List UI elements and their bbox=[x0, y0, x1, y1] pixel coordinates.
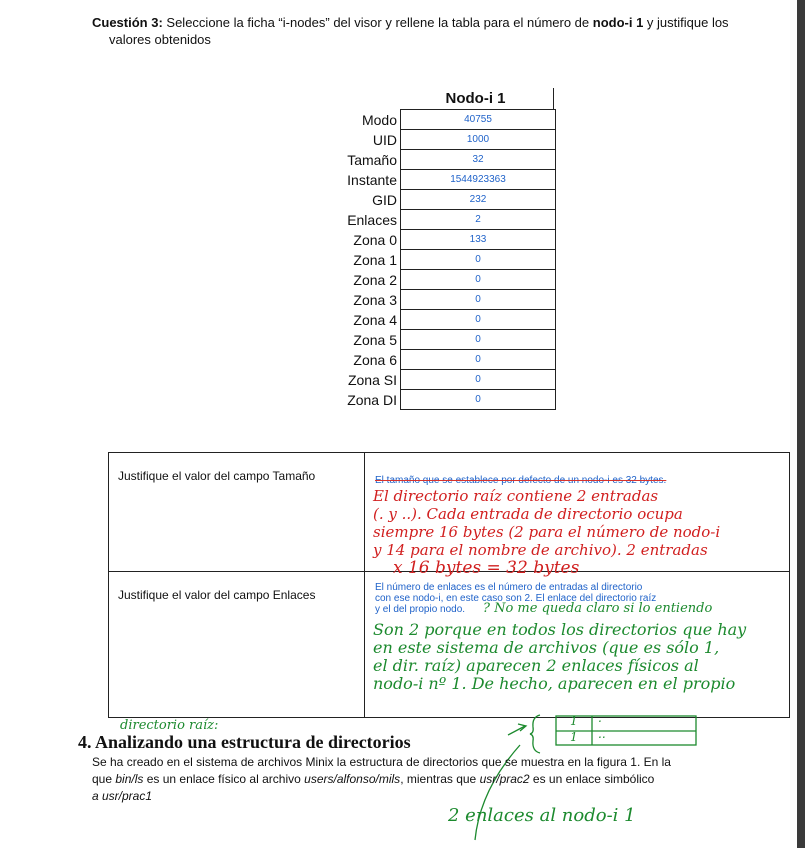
tamano-hand-line-2: (. y ..). Cada entrada de directorio ocupa bbox=[373, 505, 683, 523]
enlaces-hand-line-4: nodo-i nº 1. De hecho, aparecen en el propio bbox=[373, 674, 736, 693]
tamano-typed-answer: El tamaño que se establece por defecto de un nodo-i es 32 bytes. bbox=[375, 475, 667, 486]
question-text-3: valores obtenidos bbox=[109, 32, 211, 47]
enlaces-typed-line-3: y el del propio nodo. bbox=[375, 604, 466, 615]
sketch-row2-name: .. bbox=[598, 727, 606, 741]
question-node: nodo-i 1 bbox=[592, 15, 644, 30]
inode-field-label: Zona 3 bbox=[353, 291, 397, 308]
enlaces-typed-line-2: con ese nodo-i, en este caso son 2. El enlace del directorio raíz bbox=[375, 593, 657, 604]
sketch-brace bbox=[530, 715, 540, 753]
inode-field-value: 0 bbox=[401, 390, 556, 410]
enlaces-hand-line-3: el dir. raíz) aparecen 2 enlaces físicos al bbox=[373, 656, 699, 675]
inode-table-title: Nodo-i 1 bbox=[398, 88, 554, 109]
inode-field-label: Tamaño bbox=[347, 151, 397, 168]
inode-field-label: Instante bbox=[347, 171, 397, 188]
inode-field-value: 0 bbox=[401, 370, 556, 390]
inode-field-value: 0 bbox=[401, 270, 556, 290]
inode-field-label: Enlaces bbox=[347, 211, 397, 228]
question-text: Seleccione la ficha “i-nodes” del visor y rellene la tabla para el número de bbox=[162, 15, 593, 30]
inode-field-label: UID bbox=[372, 131, 397, 148]
inode-field-value: 133 bbox=[401, 230, 556, 250]
tamano-hand-line-1: El directorio raíz contiene 2 entradas bbox=[373, 487, 659, 505]
tamano-hand-line-5: x 16 bytes = 32 bytes bbox=[393, 558, 580, 578]
enlaces-hand-line-1: Son 2 porque en todos los directorios que hay bbox=[373, 620, 747, 639]
sketch-row2-num: 1 bbox=[570, 730, 578, 744]
section-paragraph bbox=[92, 754, 782, 805]
inode-field-label: GID bbox=[372, 191, 397, 208]
inode-field-value: 0 bbox=[401, 330, 556, 350]
para-text-g: es un enlace simbólico bbox=[529, 772, 655, 786]
enlaces-hand-inline: ? No me queda claro si lo entiendo bbox=[483, 601, 713, 616]
para-text-c: es un enlace físico al archivo bbox=[143, 772, 305, 786]
inode-field-value: 32 bbox=[401, 150, 556, 170]
question-label: Cuestión 3: bbox=[92, 15, 163, 30]
sketch-arrow bbox=[508, 726, 525, 735]
para-text-a: que bbox=[92, 772, 116, 786]
sketch-row1-num: 1 bbox=[570, 714, 578, 728]
inode-field-label: Zona 4 bbox=[353, 311, 397, 328]
inode-field-label: Zona 2 bbox=[353, 271, 397, 288]
inode-field-label: Zona 0 bbox=[353, 231, 397, 248]
sketch-note: 2 enlaces al nodo-i 1 bbox=[448, 805, 636, 826]
inode-field-value: 232 bbox=[401, 190, 556, 210]
path-bin-ls: bin/ls bbox=[115, 772, 144, 786]
inode-field-value: 1000 bbox=[401, 130, 556, 150]
inode-field-label: Zona SI bbox=[347, 371, 397, 388]
inode-field-label: Modo bbox=[361, 111, 397, 128]
question-text-2: y justifique los bbox=[643, 15, 729, 30]
enlaces-typed-line-1: El número de enlaces es el número de entradas al directorio bbox=[375, 582, 643, 593]
path-usr-prac2: usr/prac2 bbox=[479, 772, 530, 786]
enlaces-hand-line-2: en este sistema de archivos (que es sólo 1, bbox=[373, 638, 720, 657]
enlaces-hand-line-5: directorio raíz: bbox=[120, 718, 219, 733]
justify-enlaces-question: Justifique el valor del campo Enlaces bbox=[109, 572, 365, 718]
justify-tamano-question: Justifique el valor del campo Tamaño bbox=[109, 453, 365, 572]
sketch-row1-name: . bbox=[598, 711, 602, 725]
inode-field-value: 0 bbox=[401, 310, 556, 330]
section-title: 4. Analizando una estructura de directorios bbox=[78, 732, 411, 752]
tamano-hand-line-3: siempre 16 bytes (2 para el número de nodo-i bbox=[373, 523, 721, 541]
tamano-hand-line-4: y 14 para el nombre de archivo). 2 entradas bbox=[373, 541, 708, 559]
inode-field-value: 2 bbox=[401, 210, 556, 230]
inode-field-value: 40755 bbox=[401, 110, 556, 130]
inode-field-value: 0 bbox=[401, 350, 556, 370]
inode-field-label: Zona 6 bbox=[353, 351, 397, 368]
inode-field-label: Zona 1 bbox=[353, 251, 397, 268]
para-line-1: Se ha creado en el sistema de archivos Minix la estructura de directorios que se muestra en la figura 1. En la bbox=[92, 755, 671, 769]
para-text-e: , mientras que bbox=[400, 772, 480, 786]
inode-field-value: 0 bbox=[401, 250, 556, 270]
inode-field-value: 0 bbox=[401, 290, 556, 310]
inode-field-value: 1544923363 bbox=[401, 170, 556, 190]
path-usr-prac1: a usr/prac1 bbox=[92, 789, 153, 803]
inode-field-label: Zona 5 bbox=[353, 331, 397, 348]
path-users-alfonso-mils: users/alfonso/mils bbox=[304, 772, 401, 786]
inode-field-label: Zona DI bbox=[347, 391, 397, 408]
